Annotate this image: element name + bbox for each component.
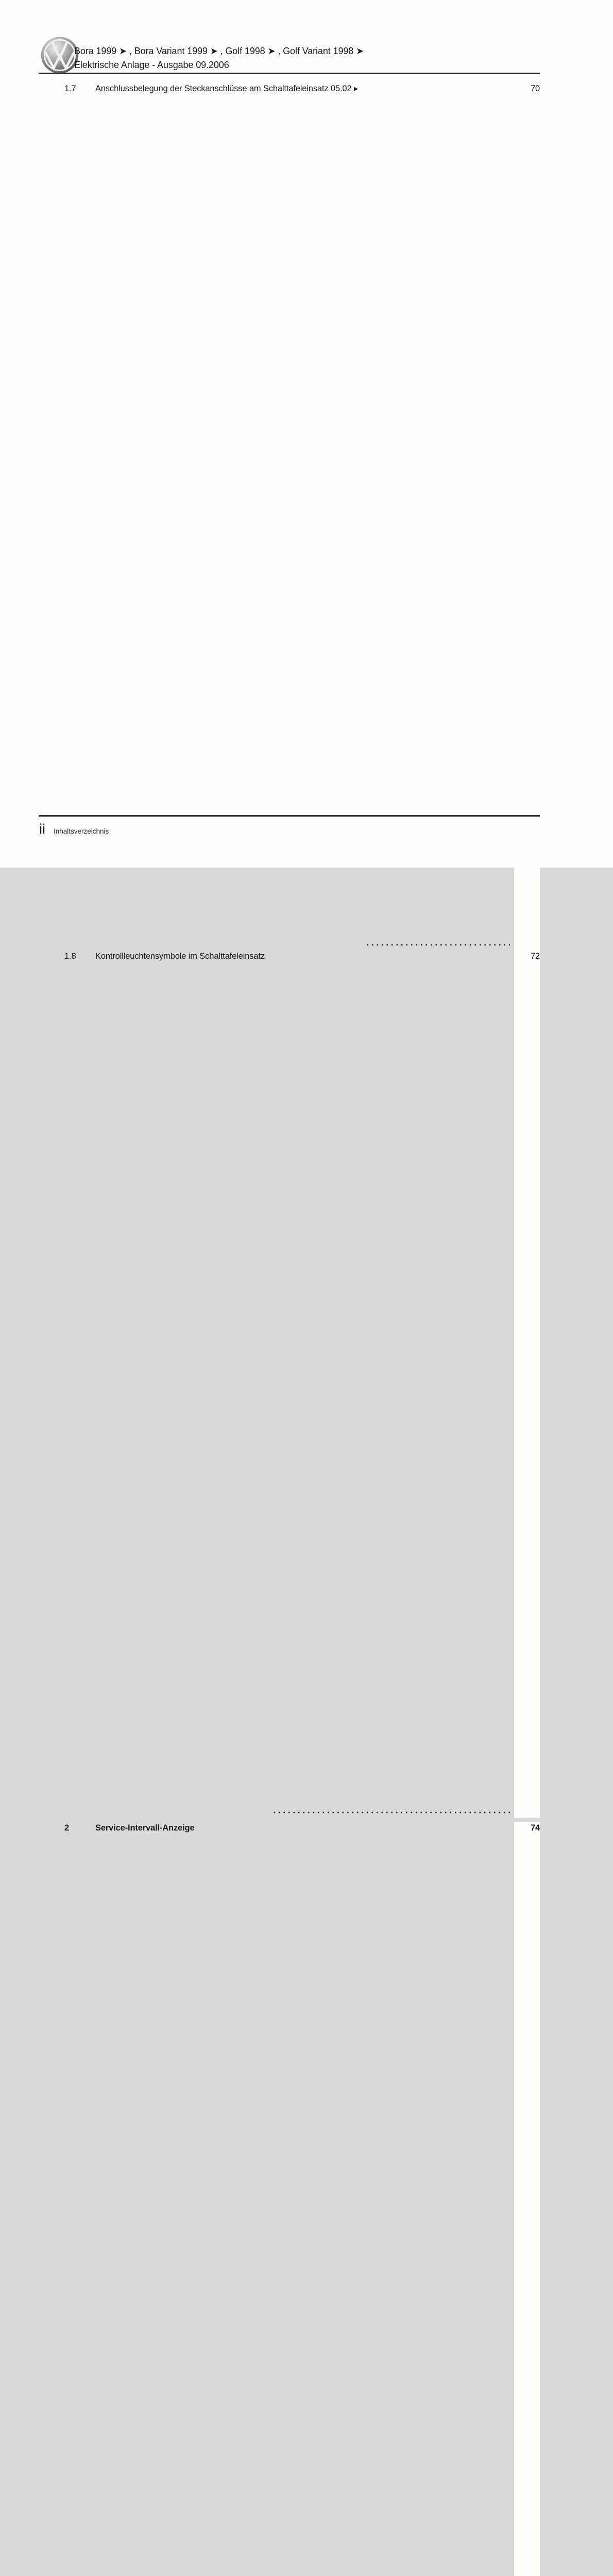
toc-entry xyxy=(39,82,540,950)
table-of-contents xyxy=(39,82,540,2576)
header-edition-line: Elektrische Anlage - Ausgabe 09.2006 xyxy=(74,60,229,70)
toc-entry xyxy=(39,950,540,1818)
toc-entry-page: 70 xyxy=(514,82,540,950)
toc-entry-title: Kontrollleuchtensymbole im Schalttafeleinsatz xyxy=(95,952,265,961)
dotted-leader xyxy=(364,82,510,950)
toc-entry-number: 1.8 xyxy=(64,952,76,961)
toc-entry-page: 74 xyxy=(514,1822,540,2576)
toc-entry-number: 1.7 xyxy=(64,84,76,93)
document-header xyxy=(74,44,364,72)
toc-entry xyxy=(39,1822,540,2576)
footer-page-number: ii xyxy=(39,821,45,837)
dotted-leader xyxy=(201,1822,510,2576)
toc-entry-title: Service-Intervall-Anzeige xyxy=(95,1823,195,1833)
header-divider xyxy=(39,73,540,74)
footer-divider xyxy=(39,815,540,817)
toc-entry-page: 72 xyxy=(514,950,540,1818)
page-footer xyxy=(39,821,109,837)
dotted-leader xyxy=(271,950,510,1818)
toc-entry-title: Anschlussbelegung der Steckanschlüsse am Schalttafeleinsatz 05.02 ▸ xyxy=(95,84,359,93)
toc-entry-number: 2 xyxy=(64,1823,70,1833)
footer-label: Inhaltsverzeichnis xyxy=(54,827,109,835)
header-models-line: Bora 1999 ➤ , Bora Variant 1999 ➤ , Golf 1998 ➤ , Golf Variant 1998 ➤ xyxy=(74,46,364,56)
